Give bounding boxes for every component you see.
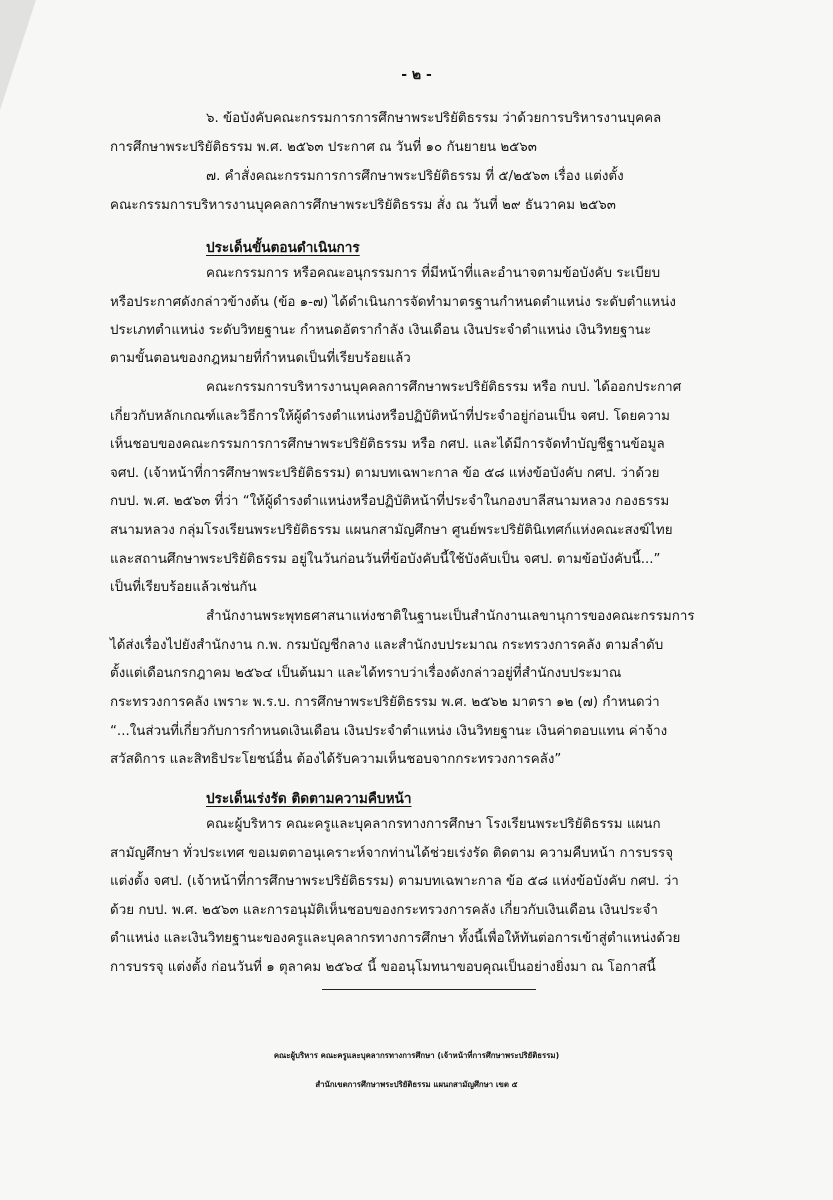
paragraph-line: สามัญศึกษา ทั่วประเทศ ขอเมตตาอนุเคราะห์จากท่านได้ช่วยเร่งรัด ติดตาม ความคืบหน้า การบรรจุ (110, 846, 674, 861)
signature-line-2: สำนักเขตการศึกษาพระปริยัติธรรม แผนกสามัญศึกษา เขต ๕ (315, 1080, 518, 1089)
page-corner-shadow (0, 0, 36, 110)
section-heading-follow-up: ประเด็นเร่งรัด ติดตามความคืบหน้า (206, 791, 412, 807)
paragraph-line: สวัสดิการ และสิทธิประโยชน์อื่น ต้องได้รับความเห็นชอบจากกระทรวงการคลัง” (110, 752, 562, 767)
paragraph-line: กบป. พ.ศ. ๒๕๖๓ ที่ว่า “ให้ผู้ดำรงตำแหน่งหรือปฏิบัติหน้าที่ประจำในกองบาลีสนามหลวง กองธรรม (110, 494, 670, 509)
paragraph-line: คณะผู้บริหาร คณะครูและบุคลากรทางการศึกษา โรงเรียนพระปริยัติธรรม แผนก (206, 817, 661, 832)
paragraph-line: การบรรจุ แต่งตั้ง ก่อนวันที่ ๑ ตุลาคม ๒๕๖๔ นี้ ขออนุโมทนาขอบคุณเป็นอย่างยิ่งมา ณ โอกาสนี้ (110, 960, 656, 975)
paragraph-line: หรือประกาศดังกล่าวข้างต้น (ข้อ ๑-๗) ได้ดำเนินการจัดทำมาตรฐานกำหนดตำแหน่ง ระดับตำแหน่ง (110, 295, 676, 310)
paragraph-line: “...ในส่วนที่เกี่ยวกับการกำหนดเงินเดือน เงินประจำตำแหน่ง เงินวิทยฐานะ เงินค่าตอบแทน ค่าจ้าง (110, 724, 668, 739)
paragraph-line: สนามหลวง กลุ่มโรงเรียนพระปริยัติธรรม แผนกสามัญศึกษา ศูนย์พระปริยัตินิเทศก์แห่งคณะสงฆ์ไทย (110, 523, 673, 538)
reference-6-line-1: ๖. ข้อบังคับคณะกรรมการการศึกษาพระปริยัติธรรม ว่าด้วยการบริหารงานบุคคล (206, 111, 662, 126)
paragraph-line: เกี่ยวกับหลักเกณฑ์และวิธีการให้ผู้ดำรงตำแหน่งหรือปฏิบัติหน้าที่ประจำอยู่ก่อนเป็น จศป. โดยความ (110, 409, 671, 424)
signature-line-1: คณะผู้บริหาร คณะครูและบุคลากรทางการศึกษา (เจ้าหน้าที่การศึกษาพระปริยัติธรรม) (273, 1051, 560, 1060)
page-number: - ๒ - (401, 67, 432, 83)
paragraph-line: ตั้งแต่เดือนกรกฎาคม ๒๕๖๔ เป็นต้นมา และได้ทราบว่าเรื่องดังกล่าวอยู่ที่สำนักงบประมาณ (110, 666, 622, 681)
paragraph-line: ด้วย กบป. พ.ศ. ๒๕๖๓ และการอนุมัติเห็นชอบของกระทรวงการคลัง เกี่ยวกับเงินเดือน เงินประจำ (110, 903, 658, 918)
section-heading-procedure: ประเด็นขั้นตอนดำเนินการ (206, 240, 360, 256)
paragraph-line: ตำแหน่ง และเงินวิทยฐานะของครูและบุคลากรทางการศึกษา ทั้งนี้เพื่อให้ทันต่อการเข้าสู่ตำแหน่งด้วย (110, 931, 681, 946)
paragraph-line: และสถานศึกษาพระปริยัติธรรม อยู่ในวันก่อนวันที่ข้อบังคับนี้ใช้บังคับเป็น จศป. ตามข้อบังคับนี้...” (110, 552, 661, 567)
paragraph-line: แต่งตั้ง จศป. (เจ้าหน้าที่การศึกษาพระปริยัติธรรม) ตามบทเฉพาะกาล ข้อ ๕๘ แห่งข้อบังคับ กศป. ว่า (110, 874, 679, 889)
paragraph-line: กระทรวงการคลัง เพราะ พ.ร.บ. การศึกษาพระปริยัติธรรม พ.ศ. ๒๕๖๒ มาตรา ๑๒ (๗) กำหนดว่า (110, 695, 660, 710)
closing-divider (322, 989, 536, 990)
paragraph-line: ประเภทตำแหน่ง ระดับวิทยฐานะ กำหนดอัตรากำลัง เงินเดือน เงินประจำตำแหน่ง เงินวิทยฐานะ (110, 323, 652, 338)
reference-7-line-2: คณะกรรมการบริหารงานบุคคลการศึกษาพระปริยัติธรรม สั่ง ณ วันที่ ๒๙ ธันวาคม ๒๕๖๓ (110, 198, 616, 213)
paragraph-line: ตามขั้นตอนของกฎหมายที่กำหนดเป็นที่เรียบร้อยแล้ว (110, 351, 411, 366)
paragraph-line: คณะกรรมการบริหารงานบุคคลการศึกษาพระปริยัติธรรม หรือ กบป. ได้ออกประกาศ (206, 380, 682, 395)
paragraph-line: คณะกรรมการ หรือคณะอนุกรรมการ ที่มีหน้าที่และอำนาจตามข้อบังคับ ระเบียบ (206, 266, 661, 281)
paragraph-line: เห็นชอบของคณะกรรมการการศึกษาพระปริยัติธรรม หรือ กศป. และได้มีการจัดทำบัญชีฐานข้อมูล (110, 437, 665, 452)
reference-6-line-2: การศึกษาพระปริยัติธรรม พ.ศ. ๒๕๖๓ ประกาศ ณ วันที่ ๑๐ กันยายน ๒๕๖๓ (110, 140, 537, 155)
paragraph-line: ได้ส่งเรื่องไปยังสำนักงาน ก.พ. กรมบัญชีกลาง และสำนักงบประมาณ กระทรวงการคลัง ตามลำดับ (110, 638, 664, 653)
paragraph-line: เป็นที่เรียบร้อยแล้วเช่นกัน (110, 580, 257, 595)
reference-7-line-1: ๗. คำสั่งคณะกรรมการการศึกษาพระปริยัติธรรม ที่ ๕/๒๕๖๓ เรื่อง แต่งตั้ง (206, 169, 624, 184)
paragraph-line: สำนักงานพระพุทธศาสนาแห่งชาติในฐานะเป็นสำนักงานเลขานุการของคณะกรรมการ (206, 609, 695, 624)
paragraph-line: จศป. (เจ้าหน้าที่การศึกษาพระปริยัติธรรม) ตามบทเฉพาะกาล ข้อ ๕๘ แห่งข้อบังคับ กศป. ว่าด้วย (110, 466, 660, 481)
